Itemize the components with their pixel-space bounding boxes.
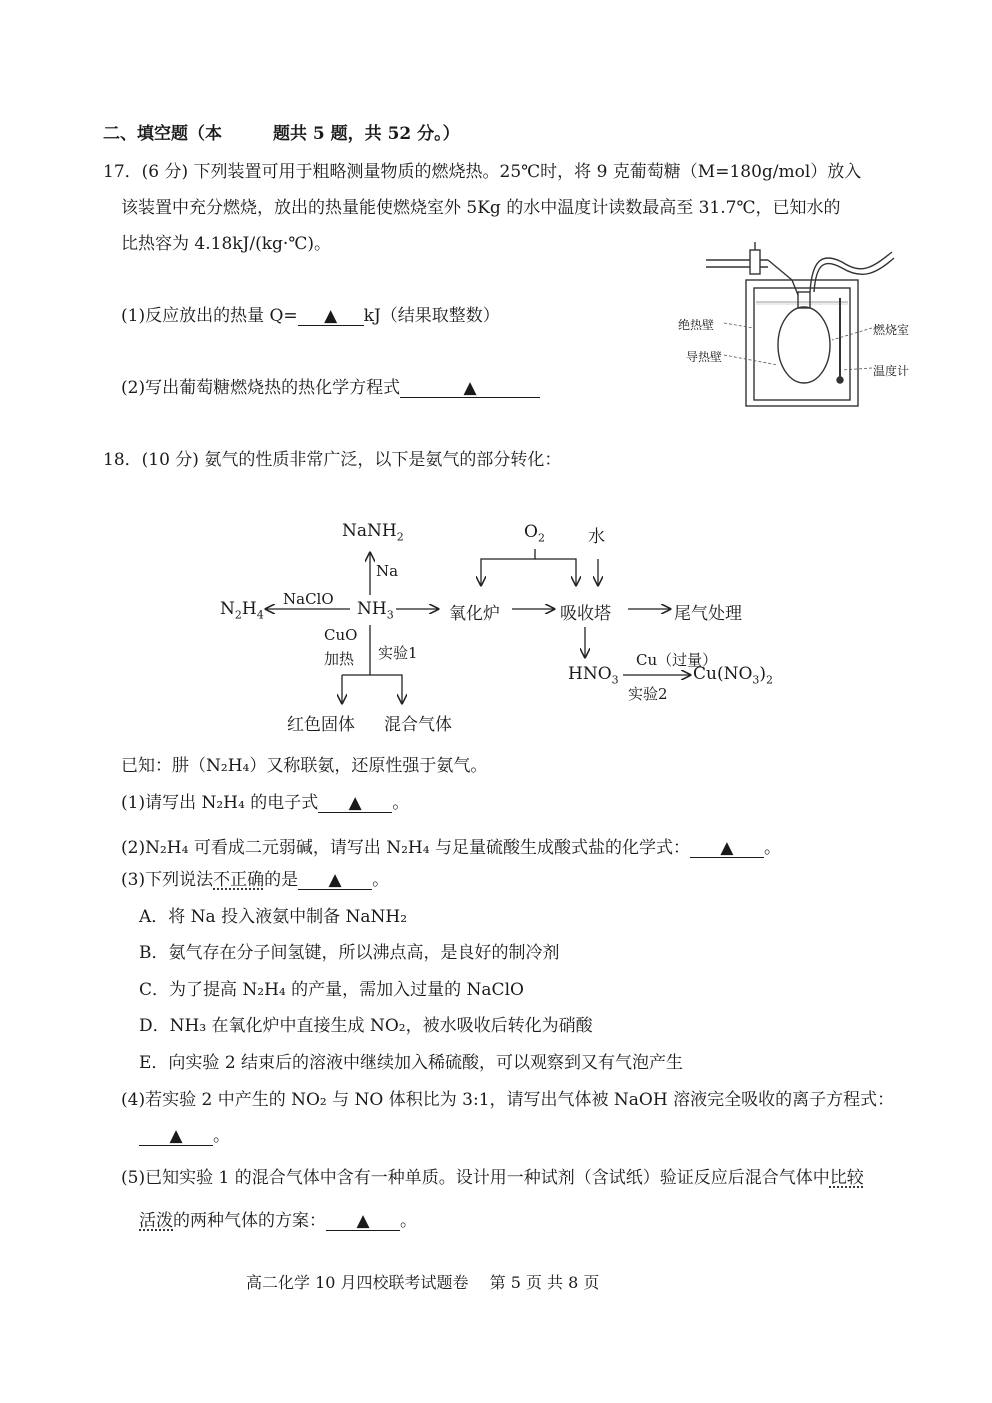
chem-nanh2: NaNH$_2$ [342,521,404,544]
chem-nh3: $NH_3$ [357,599,394,622]
page-footer: 高二化学 10 月四校联考试题卷 第 5 页 共 8 页 [246,1273,600,1292]
chem-cuo: CuO [324,626,358,644]
answer-blank[interactable]: ▲ [326,1212,400,1231]
chem-hno3: $HNO_3$ [568,664,619,687]
emphasis-active: 活泼 [139,1211,173,1231]
q17-part1-suffix: kJ（结果取整数） [363,306,500,326]
arrow-o2-to-furnace [481,549,535,585]
chem-n2h4: $N_2H_4$ [220,599,264,622]
q18-part2: (2)N₂H₄ 可看成二元弱碱，请写出 N₂H₄ 与足量硫酸生成酸式盐的化学式： ▲ 。 [121,838,781,858]
chem-naclo: NaClO [283,590,334,608]
label-cu-excess: Cu（过量） [636,651,718,669]
section-title: 二、填空题（本 题共 5 题，共 52 分。） [103,124,460,144]
label-exp2: 实验2 [628,685,668,703]
emphasis-compare: 比较 [829,1168,864,1188]
label-water: 水 [588,527,605,547]
label-heat: 加热 [324,650,355,668]
answer-blank[interactable]: ▲ [139,1127,213,1146]
q17-line3: 比热容为 4.18kJ/(kg·℃)。 [121,234,331,254]
product-mixed-gas: 混合气体 [384,715,452,735]
label-combustion-chamber: 燃烧室 [873,323,910,337]
option-e: E．向实验 2 结束后的溶液中继续加入稀硫酸，可以观察到又有气泡产生 [139,1053,684,1073]
option-b: B．氨气存在分子间氢键，所以沸点高，是良好的制冷剂 [139,943,560,963]
q17-part2 [121,373,540,398]
node-tail-gas: 尾气处理 [674,604,742,624]
answer-blank[interactable]: ▲ [318,794,392,813]
answer-blank[interactable]: ▲ [690,839,764,858]
chem-o2: $O_2$ [524,522,545,545]
outer-container [746,280,858,406]
q17-part2-prefix: (2)写出葡萄糖燃烧热的热化学方程式 [121,378,401,398]
emphasis-not-correct: 不正确 [213,870,265,890]
q18-line1: 18．(10 分) 氨气的性质非常广泛，以下是氨气的部分转化： [103,450,562,470]
option-d: D．NH₃ 在氧化炉中直接生成 NO₂，被水吸收后转化为硝酸 [139,1016,593,1036]
ammonia-transformation-diagram [200,515,800,735]
chem-na: Na [376,562,399,580]
chamber-neck [798,292,810,308]
q18-part5-line2: 活泼的两种气体的方案： ▲ 。 [139,1211,417,1231]
node-oxidation-furnace: 氧化炉 [449,604,500,624]
option-a: A．将 Na 投入液氨中制备 NaNH₂ [139,907,408,927]
label-conductive-wall: 导热壁 [686,350,723,364]
q18-part4-line2: ▲ 。 [139,1121,230,1146]
valve-icon [750,250,760,274]
q17-part1 [121,301,500,326]
option-c: C．为了提高 N₂H₄ 的产量，需加入过量的 NaClO [139,980,524,1000]
q18-part5-line1: (5)已知实验 1 的混合气体中含有一种单质。设计用一种试剂（含试纸）验证反应后混合气体中比较 [121,1168,864,1188]
q17-line2: 该装置中充分燃烧，放出的热量能使燃烧室外 5Kg 的水中温度计读数最高至 31.7℃，已知水的 [121,198,841,218]
answer-blank[interactable]: ▲ [298,307,364,326]
label-insulating-wall: 绝热壁 [678,318,715,332]
q17-line1: 17．(6 分) 下列装置可用于粗略测量物质的燃烧热。25℃时，将 9 克葡萄糖（M=180g/mol）放入 [103,162,862,182]
q18-part4-line1: (4)若实验 2 中产生的 NO₂ 与 NO 体积比为 3:1，请写出气体被 NaOH 溶液完全吸收的离子方程式： [121,1090,895,1110]
product-red-solid: 红色固体 [287,715,355,735]
label-exp1: 实验1 [378,644,418,662]
arrow-o2-to-tower [535,559,576,585]
answer-blank[interactable]: ▲ [400,379,540,398]
q18-known: 已知：肼（N₂H₄）又称联氨，还原性强于氨气。 [121,756,488,776]
answer-blank[interactable]: ▲ [298,871,372,890]
combustion-chamber [778,307,830,383]
q17-part1-prefix: (1)反应放出的热量 Q= [121,306,298,326]
q18-part3: (3)下列说法不正确的是 ▲ 。 [121,870,390,890]
q18-part1: (1)请写出 N₂H₄ 的电子式 ▲ 。 [121,793,410,813]
label-thermometer: 温度计 [873,364,910,378]
chem-cuno3: $Cu(NO_3)_2$ [693,664,774,687]
node-absorption-tower: 吸收塔 [560,604,611,624]
